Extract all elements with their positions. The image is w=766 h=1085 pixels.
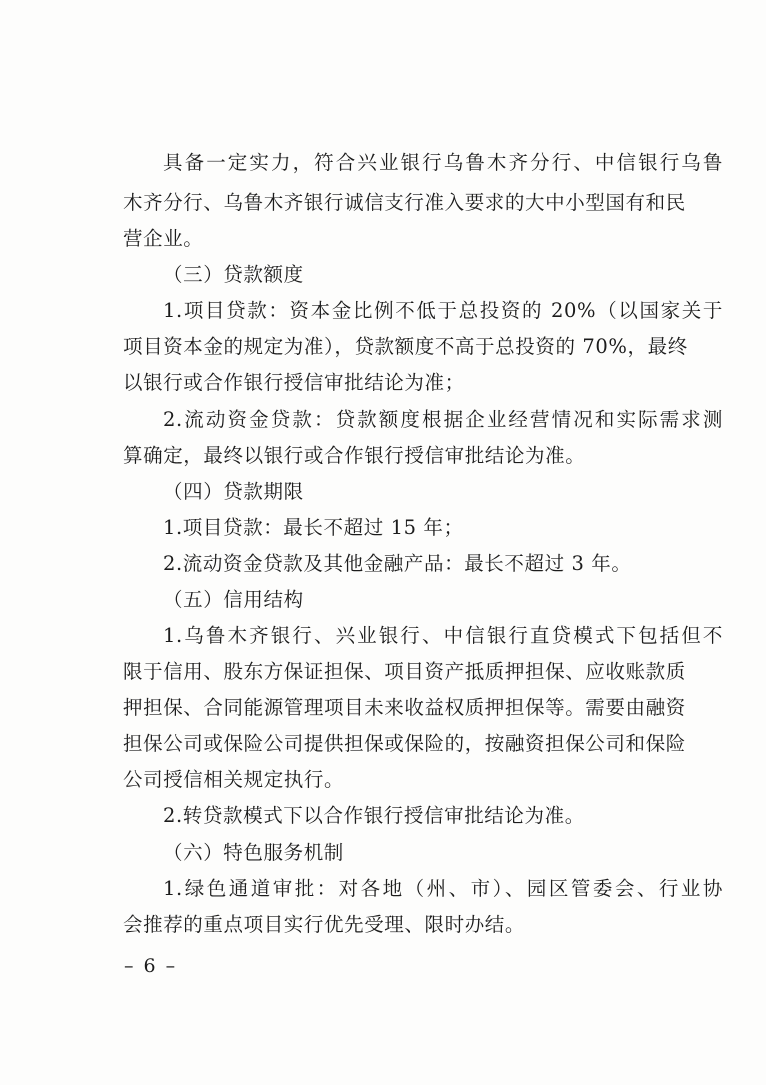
paragraph-line: 1.项目贷款：最长不超过 15 年； — [163, 516, 464, 539]
section-heading: （五）信用结构 — [163, 588, 304, 611]
paragraph-line: 1.绿色通道审批：对各地（州、市）、园区管委会、行业协 — [163, 877, 723, 900]
paragraph-line: 2.流动资金贷款及其他金融产品：最长不超过 3 年。 — [163, 552, 632, 575]
paragraph-line: 会推荐的重点项目实行优先受理、限时办结。 — [123, 913, 526, 936]
paragraph-line: 2.流动资金贷款：贷款额度根据企业经营情况和实际需求测 — [163, 408, 723, 431]
paragraph-line: 公司授信相关规定执行。 — [123, 768, 345, 791]
paragraph-line: 算确定，最终以银行或合作银行授信审批结论为准。 — [123, 444, 586, 467]
page-number: – 6 – — [124, 955, 178, 977]
paragraph-line: 木齐分行、乌鲁木齐银行诚信支行准入要求的大中小型国有和民 — [123, 191, 686, 214]
paragraph-line: 营企业。 — [123, 227, 204, 250]
paragraph-line: 担保公司或保险公司提供担保或保险的，按融资担保公司和保险 — [123, 732, 686, 755]
section-heading: （四）贷款期限 — [163, 480, 304, 503]
paragraph-line: 限于信用、股东方保证担保、项目资产抵质押担保、应收账款质 — [123, 660, 686, 683]
section-heading: （六）特色服务机制 — [163, 841, 344, 864]
paragraph-line: 1.项目贷款：资本金比例不低于总投资的 20%（以国家关于 — [163, 299, 723, 322]
paragraph-line: 1.乌鲁木齐银行、兴业银行、中信银行直贷模式下包括但不 — [163, 624, 723, 647]
paragraph-line: 2.转贷款模式下以合作银行授信审批结论为准。 — [163, 804, 585, 827]
paragraph-line: 项目资本金的规定为准），贷款额度不高于总投资的 70%，最终 — [123, 335, 688, 358]
paragraph-line: 押担保、合同能源管理项目未来收益权质押担保等。需要由融资 — [123, 696, 686, 719]
section-heading: （三）贷款额度 — [163, 263, 304, 286]
paragraph-line: 具备一定实力，符合兴业银行乌鲁木齐分行、中信银行乌鲁 — [163, 151, 723, 174]
paragraph-line: 以银行或合作银行授信审批结论为准； — [123, 371, 465, 394]
